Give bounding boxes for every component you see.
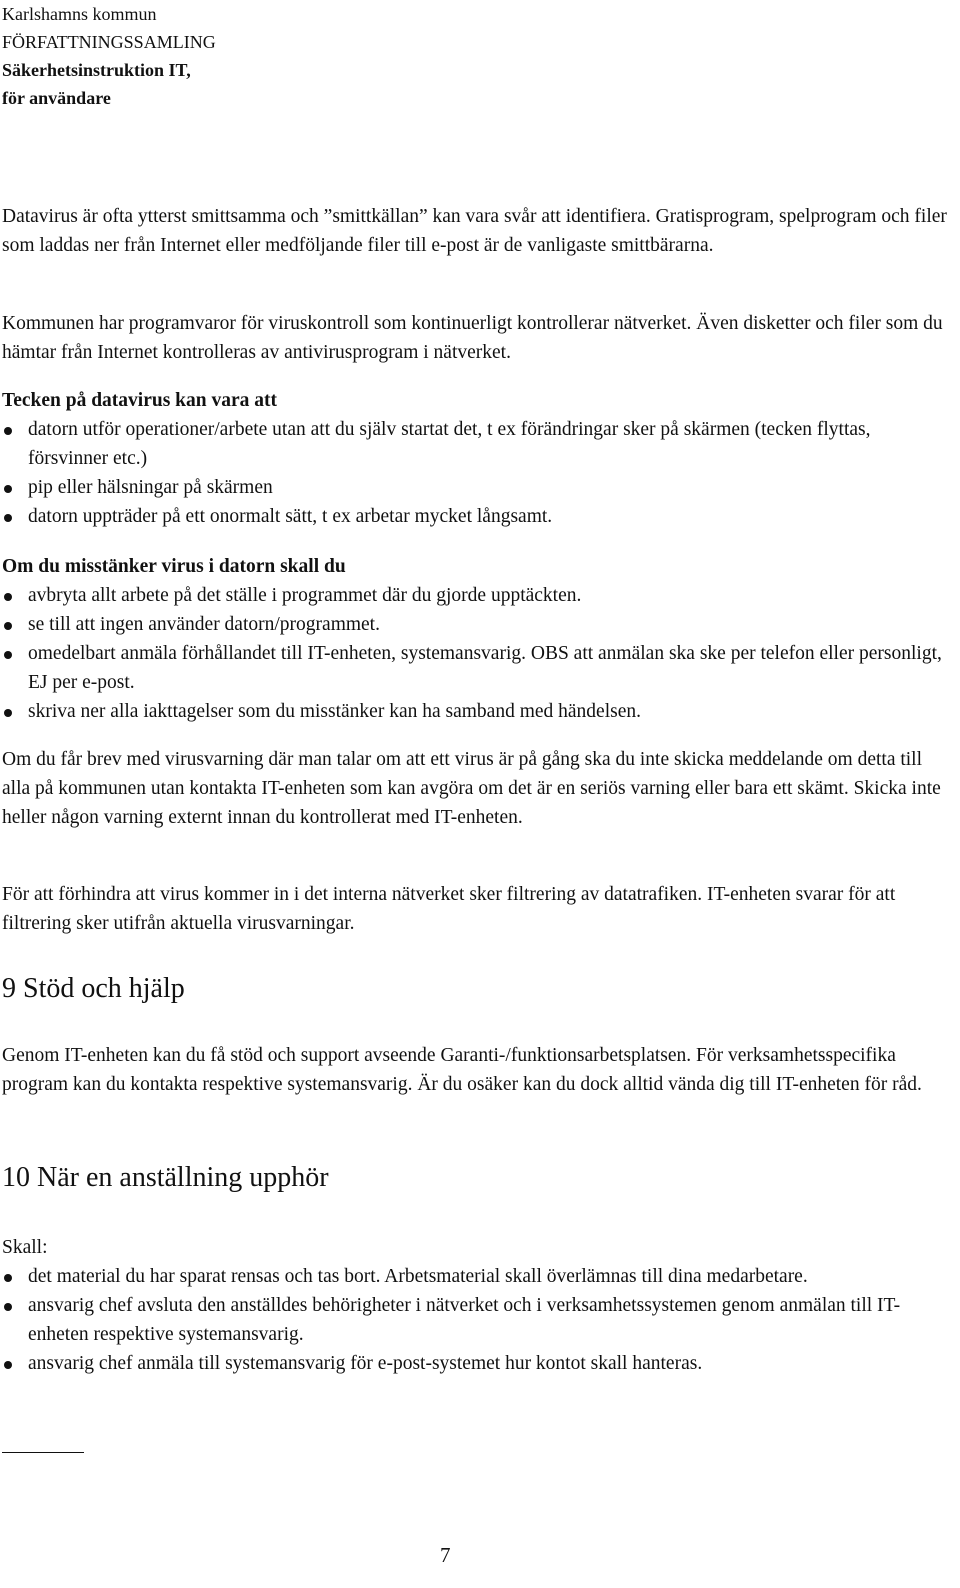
list-item: ansvarig chef anmäla till systemansvarig för e-post-systemet hur kontot skall hanteras. [2, 1349, 952, 1378]
bullet-icon [4, 622, 12, 630]
bullet-icon [4, 593, 12, 601]
virus-signs-heading: Tecken på datavirus kan vara att [2, 390, 278, 411]
bullet-icon [4, 709, 12, 717]
header-municipality: Karlshamns kommun [2, 4, 157, 24]
section-9-text: Genom IT-enheten kan du få stöd och support avseende Garanti-/funktionsarbetsplatsen. För verksamhetsspecifika program kan du kontakta respektive systemansvarig. Är du osäker kan du dock alltid vända dig till IT-enheten för råd. [2, 1045, 922, 1095]
list-item: omedelbart anmäla förhållandet till IT-enheten, systemansvarig. OBS att anmälan ska ske per telefon eller personligt, EJ per e-post. [2, 639, 952, 697]
document-header [2, 0, 216, 112]
bullet-icon [4, 1274, 12, 1282]
virus-signs-section [2, 386, 952, 531]
suspect-virus-list [2, 581, 952, 726]
bullet-icon [4, 1361, 12, 1369]
section-10-heading: 10 När en anställning upphör [2, 1162, 329, 1193]
header-audience: för användare [2, 88, 111, 108]
header-instruction-title: Säkerhetsinstruktion IT, [2, 60, 191, 80]
employment-end-list [2, 1262, 952, 1378]
header-collection: FÖRFATTNINGSSAMLING [2, 32, 216, 52]
virus-warning-paragraph: Om du får brev med virusvarning där man talar om att ett virus är på gång ska du inte skicka meddelande om detta till alla på kommunen utan kontakta IT-enheten som kan avgöra om det är en seriös varning eller bara ett skämt. Skicka inte heller någon varning externt innan du kontrollerat med IT-enheten. [2, 749, 941, 828]
page-number: 7 [440, 1543, 451, 1567]
intro-paragraph-1: Datavirus är ofta ytterst smittsamma och ”smittkällan” kan vara svår att identifiera. Gratisprogram, spelprogram och filer som laddas ner från Internet eller medföljande filer till e-post är de vanligaste smittbärarna. [2, 206, 947, 256]
list-item: det material du har sparat rensas och tas bort. Arbetsmaterial skall överlämnas till dina medarbetare. [2, 1262, 952, 1291]
list-item: se till att ingen använder datorn/programmet. [2, 610, 952, 639]
list-item: datorn utför operationer/arbete utan att du själv startat det, t ex förändringar sker på skärmen (tecken flyttas, försvinner etc.) [2, 415, 952, 473]
suspect-virus-heading: Om du misstänker virus i datorn skall du [2, 556, 346, 577]
bullet-icon [4, 485, 12, 493]
list-item: skriva ner alla iakttagelser som du misstänker kan ha samband med händelsen. [2, 697, 952, 726]
intro-paragraph-2: Kommunen har programvaror för viruskontroll som kontinuerligt kontrollerar nätverket. Även disketter och filer som du hämtar från Internet kontrolleras av antivirusprogram i nätverket. [2, 313, 943, 363]
suspect-virus-section [2, 552, 952, 726]
list-item: datorn uppträder på ett onormalt sätt, t ex arbetar mycket långsamt. [2, 502, 952, 531]
section-10-label: Skall: [2, 1237, 48, 1258]
bullet-icon [4, 651, 12, 659]
list-item: ansvarig chef avsluta den anställdes behörigheter i nätverket och i verksamhetssystemen genom anmälan till IT-enheten respektive systemansvarig. [2, 1291, 952, 1349]
footnote-separator [2, 1452, 84, 1453]
bullet-icon [4, 1303, 12, 1311]
filtering-paragraph: För att förhindra att virus kommer in i det interna nätverket sker filtrering av datatrafiken. IT-enheten svarar för att filtrering sker utifrån aktuella virusvarningar. [2, 884, 896, 934]
section-9-heading: 9 Stöd och hjälp [2, 973, 185, 1004]
section-10-content [2, 1233, 952, 1378]
bullet-icon [4, 514, 12, 522]
virus-signs-list [2, 415, 952, 531]
list-item: pip eller hälsningar på skärmen [2, 473, 952, 502]
bullet-icon [4, 427, 12, 435]
list-item: avbryta allt arbete på det ställe i programmet där du gjorde upptäckten. [2, 581, 952, 610]
